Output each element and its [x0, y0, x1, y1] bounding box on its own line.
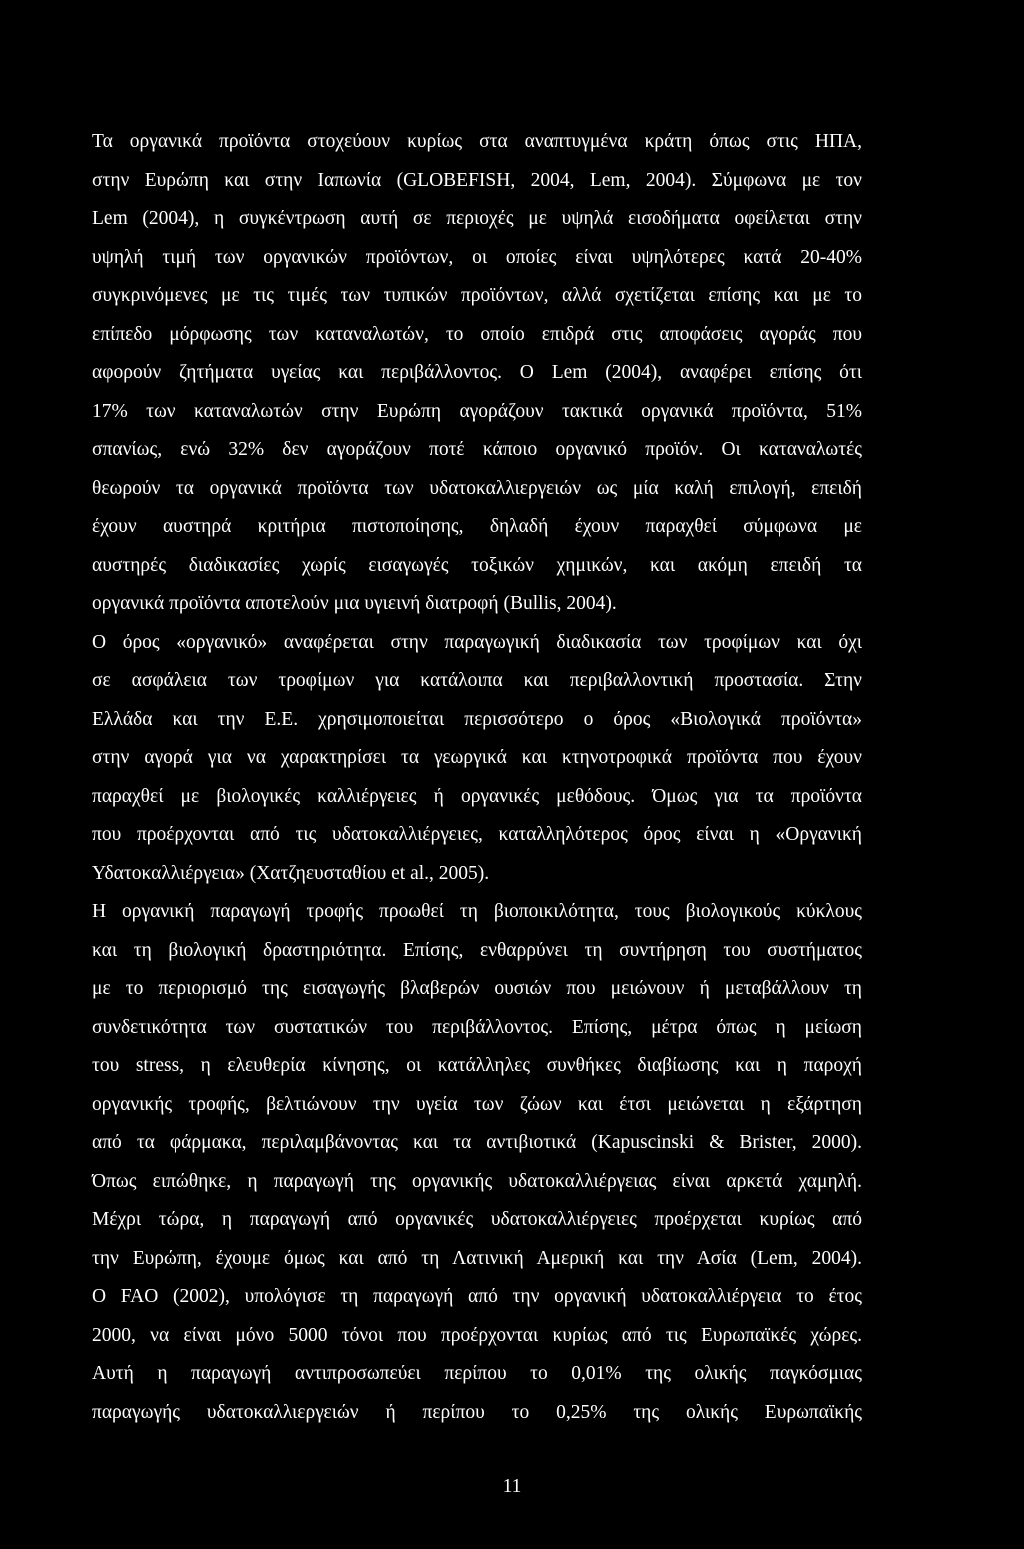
text-line: Όπως ειπώθηκε, η παραγωγή της οργανικής υδατοκαλλιέργειας είναι αρκετά χαμηλή.	[92, 1170, 862, 1192]
text-line: σπανίως, ενώ 32% δεν αγοράζουν ποτέ κάποιο οργανικό προϊόν. Οι καταναλωτές	[92, 439, 862, 460]
text-line: επίπεδο μόρφωσης των καταναλωτών, το οποίο επιδρά στις αποφάσεις αγοράς που	[92, 323, 862, 345]
text-line: Αυτή η παραγωγή αντιπροσωπεύει περίπου το 0,01% της ολικής παγκόσμιας	[92, 1363, 862, 1384]
text-line: Υδατοκαλλιέργεια» (Χατζηευσταθίου et al., 2005).	[92, 862, 490, 884]
text-line: Ελλάδα και την Ε.Ε. χρησιμοποιείται περισσότερο ο όρος «Βιολογικά προϊόντα»	[92, 708, 862, 730]
text-line: παραχθεί με βιολογικές καλλιέργειες ή οργανικές μεθόδους. Όμως για τα προϊόντα	[92, 785, 862, 807]
body-text	[92, 123, 862, 1432]
text-line: στην αγορά για να χαρακτηρίσει τα γεωργικά και κτηνοτροφικά προϊόντα που έχουν	[92, 747, 862, 768]
text-line: οργανικής τροφής, βελτιώνουν την υγεία των ζώων και έτσι μειώνεται η εξάρτηση	[92, 1093, 862, 1115]
text-line: 2000, να είναι μόνο 5000 τόνοι που προέρχονται κυρίως από τις Ευρωπαϊκές χώρες.	[92, 1324, 862, 1346]
text-line: παραγωγής υδατοκαλλιεργειών ή περίπου το 0,25% της ολικής Ευρωπαϊκής	[92, 1401, 862, 1423]
text-line: του stress, η ελευθερία κίνησης, οι κατάλληλες συνθήκες διαβίωσης και η παροχή	[92, 1055, 862, 1076]
text-line: από τα φάρμακα, περιλαμβάνοντας και τα αντιβιοτικά (Kapuscinski & Brister, 2000).	[92, 1132, 862, 1153]
text-line: που προέρχονται από τις υδατοκαλλιέργειες, καταλληλότερος όρος είναι η «Οργανική	[92, 824, 862, 845]
page-number: 11	[502, 1476, 522, 1497]
text-line: σε ασφάλεια των τροφίμων για κατάλοιπα και περιβαλλοντική προστασία. Στην	[92, 670, 862, 691]
text-line: αυστηρές διαδικασίες χωρίς εισαγωγές τοξικών χημικών, και ακόμη επειδή τα	[92, 554, 862, 576]
text-line: Μέχρι τώρα, η παραγωγή από οργανικές υδατοκαλλιέργειες προέρχεται κυρίως από	[92, 1209, 862, 1230]
text-line: συνδετικότητα των συστατικών του περιβάλλοντος. Επίσης, μέτρα όπως η μείωση	[92, 1016, 862, 1038]
text-line: Lem (2004), η συγκέντρωση αυτή σε περιοχές με υψηλά εισοδήματα οφείλεται στην	[92, 208, 862, 229]
text-line: θεωρούν τα οργανικά προϊόντα των υδατοκαλλιεργειών ως μία καλή επιλογή, επειδή	[92, 477, 862, 499]
text-line: Η οργανική παραγωγή τροφής προωθεί τη βιοποικιλότητα, τους βιολογικούς κύκλους	[92, 901, 862, 922]
text-line: έχουν αυστηρά κριτήρια πιστοποίησης, δηλαδή έχουν παραχθεί σύμφωνα με	[92, 516, 862, 537]
text-line: αφορούν ζητήματα υγείας και περιβάλλοντος. Ο Lem (2004), αναφέρει επίσης ότι	[92, 362, 862, 383]
text-line: συγκρινόμενες με τις τιμές των τυπικών προϊόντων, αλλά σχετίζεται επίσης και με το	[92, 285, 862, 306]
text-line: Ο όρος «οργανικό» αναφέρεται στην παραγωγική διαδικασία των τροφίμων και όχι	[92, 631, 862, 653]
text-line: 17% των καταναλωτών στην Ευρώπη αγοράζουν τακτικά οργανικά προϊόντα, 51%	[92, 400, 862, 422]
text-line: οργανικά προϊόντα αποτελούν μια υγιεινή διατροφή (Bullis, 2004).	[92, 593, 617, 614]
text-line: Τα οργανικά προϊόντα στοχεύουν κυρίως στα αναπτυγμένα κράτη όπως στις ΗΠΑ,	[92, 131, 862, 152]
text-line: υψηλή τιμή των οργανικών προϊόντων, οι οποίες είναι υψηλότερες κατά 20-40%	[92, 246, 862, 268]
text-line: και τη βιολογική δραστηριότητα. Επίσης, ενθαρρύνει τη συντήρηση του συστήματος	[92, 939, 862, 961]
text-line: στην Ευρώπη και στην Ιαπωνία (GLOBEFISH, 2004, Lem, 2004). Σύμφωνα με τον	[92, 169, 862, 191]
text-line: με το περιορισμό της εισαγωγής βλαβερών ουσιών που μειώνουν ή μεταβάλλουν τη	[92, 978, 862, 999]
text-line: Ο FAO (2002), υπολόγισε τη παραγωγή από την οργανική υδατοκαλλιέργεια το έτος	[92, 1286, 862, 1307]
text-line: την Ευρώπη, έχουμε όμως και από τη Λατινική Αμερική και την Ασία (Lem, 2004).	[92, 1247, 862, 1269]
